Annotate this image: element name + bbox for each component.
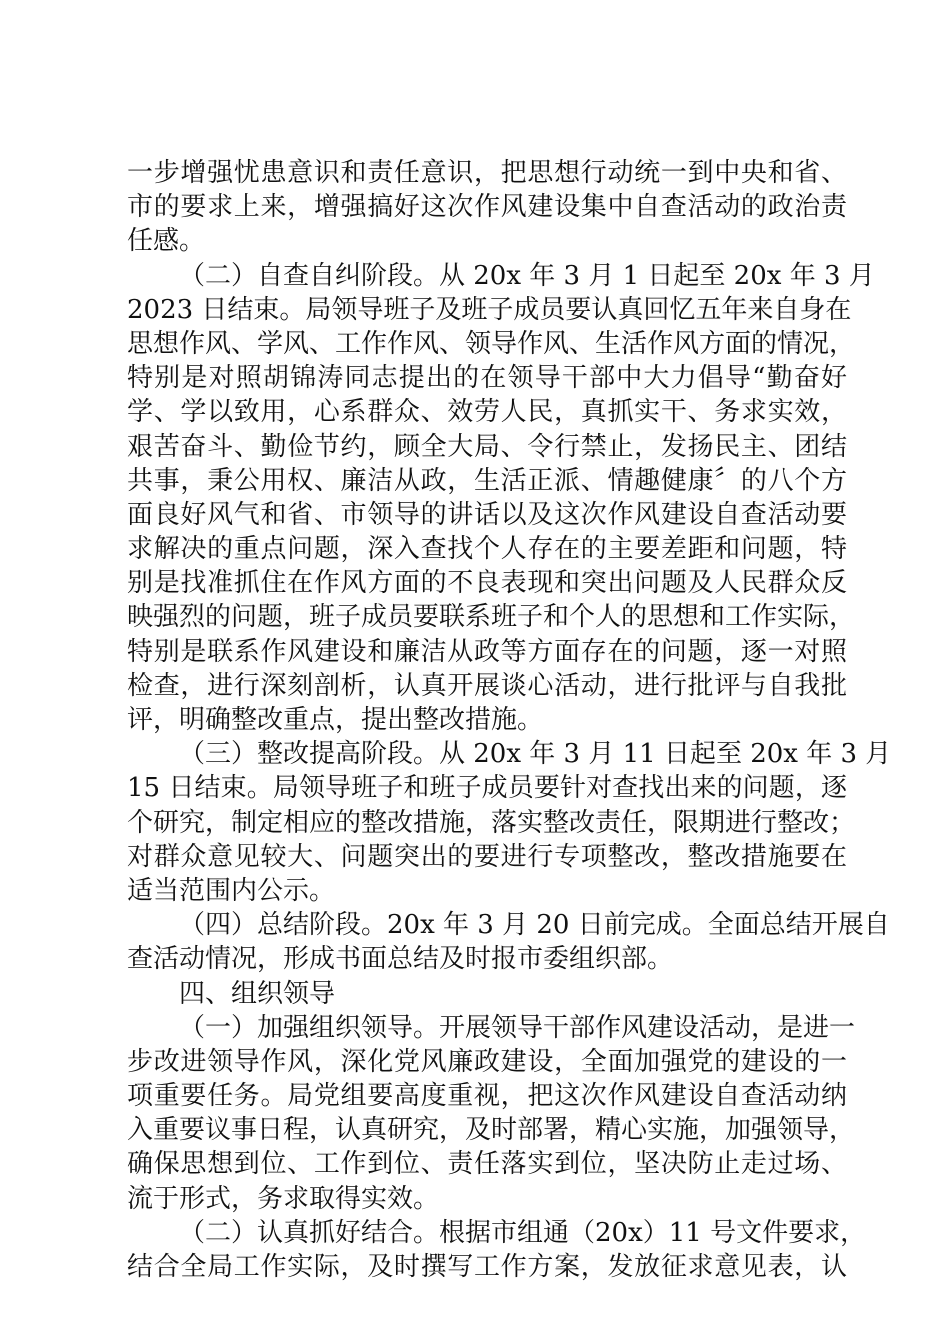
text-line: 检查，进行深刻剖析，认真开展谈心活动，进行批评与自我批 — [127, 670, 847, 701]
text-line: 对群众意见较大、问题突出的要进行专项整改，整改措施要在 — [127, 841, 847, 872]
text-line: 求解决的重点问题，深入查找个人存在的主要差距和问题，特 — [127, 534, 847, 565]
text-line: （四）总结阶段。20x 年 3 月 20 日前完成。全面总结开展自 — [179, 910, 890, 941]
text-line: 结合全局工作实际，及时撰写工作方案，发放征求意见表，认 — [127, 1252, 847, 1282]
body-text — [127, 156, 892, 1284]
text-line: 面良好风气和省、市领导的讲话以及这次作风建设自查活动要 — [127, 499, 847, 530]
text-line: （三）整改提高阶段。从 20x 年 3 月 11 日起至 20x 年 3 月 — [179, 739, 892, 770]
text-line: （二）自查自纠阶段。从 20x 年 3 月 1 日起至 20x 年 3 月 — [179, 260, 875, 291]
text-line: 流于形式，务求取得实效。 — [127, 1183, 440, 1214]
text-line: 共事，秉公用权、廉洁从政，生活正派、情趣健康〞的八个方 — [127, 465, 847, 496]
text-line: 个研究，制定相应的整改措施，落实整改责任，限期进行整改； — [127, 807, 856, 838]
text-line: 入重要议事日程，认真研究，及时部署，精心实施，加强领导， — [127, 1115, 856, 1146]
text-line: 15 日结束。局领导班子和班子成员要针对查找出来的问题，逐 — [127, 773, 847, 804]
text-line: 特别是对照胡锦涛同志提出的在领导干部中大力倡导“勤奋好 — [127, 363, 847, 394]
text-line: 艰苦奋斗、勤俭节约，顾全大局、令行禁止，发扬民主、团结 — [127, 431, 847, 462]
text-line: 任感。 — [127, 226, 206, 257]
text-line: 映强烈的问题，班子成员要联系班子和个人的思想和工作实际， — [127, 602, 856, 633]
text-line: 思想作风、学风、工作作风、领导作风、生活作风方面的情况， — [127, 328, 856, 359]
text-line: （二）认真抓好结合。根据市组通（20x）11 号文件要求， — [179, 1217, 867, 1248]
section-heading: 四、组织领导 — [179, 978, 336, 1009]
text-line: 步改进领导作风，深化党风廉政建设，全面加强党的建设的一 — [127, 1046, 847, 1077]
text-line: 一步增强忧患意识和责任意识，把思想行动统一到中央和省、 — [127, 158, 847, 188]
text-line: 确保思想到位、工作到位、责任落实到位，坚决防止走过场、 — [127, 1149, 847, 1180]
text-line: 适当范围内公示。 — [127, 875, 336, 906]
text-line: 学、学以致用，心系群众、效劳人民，真抓实干、务求实效， — [127, 397, 847, 428]
text-line: 别是找准抓住在作风方面的不良表现和突出问题及人民群众反 — [127, 568, 847, 599]
text-line: 市的要求上来，增强搞好这次作风建设集中自查活动的政治责 — [127, 192, 847, 223]
text-line: 项重要任务。局党组要高度重视，把这次作风建设自查活动纳 — [127, 1081, 847, 1112]
text-line: 特别是联系作风建设和廉洁从政等方面存在的问题，逐一对照 — [127, 636, 847, 667]
text-line: 2023 日结束。局领导班子及班子成员要认真回忆五年来自身在 — [127, 294, 852, 325]
text-line: 查活动情况，形成书面总结及时报市委组织部。 — [127, 944, 674, 975]
text-line: （一）加强组织领导。开展领导干部作风建设活动，是进一 — [179, 1012, 856, 1043]
text-line: 评，明确整改重点，提出整改措施。 — [127, 705, 544, 735]
